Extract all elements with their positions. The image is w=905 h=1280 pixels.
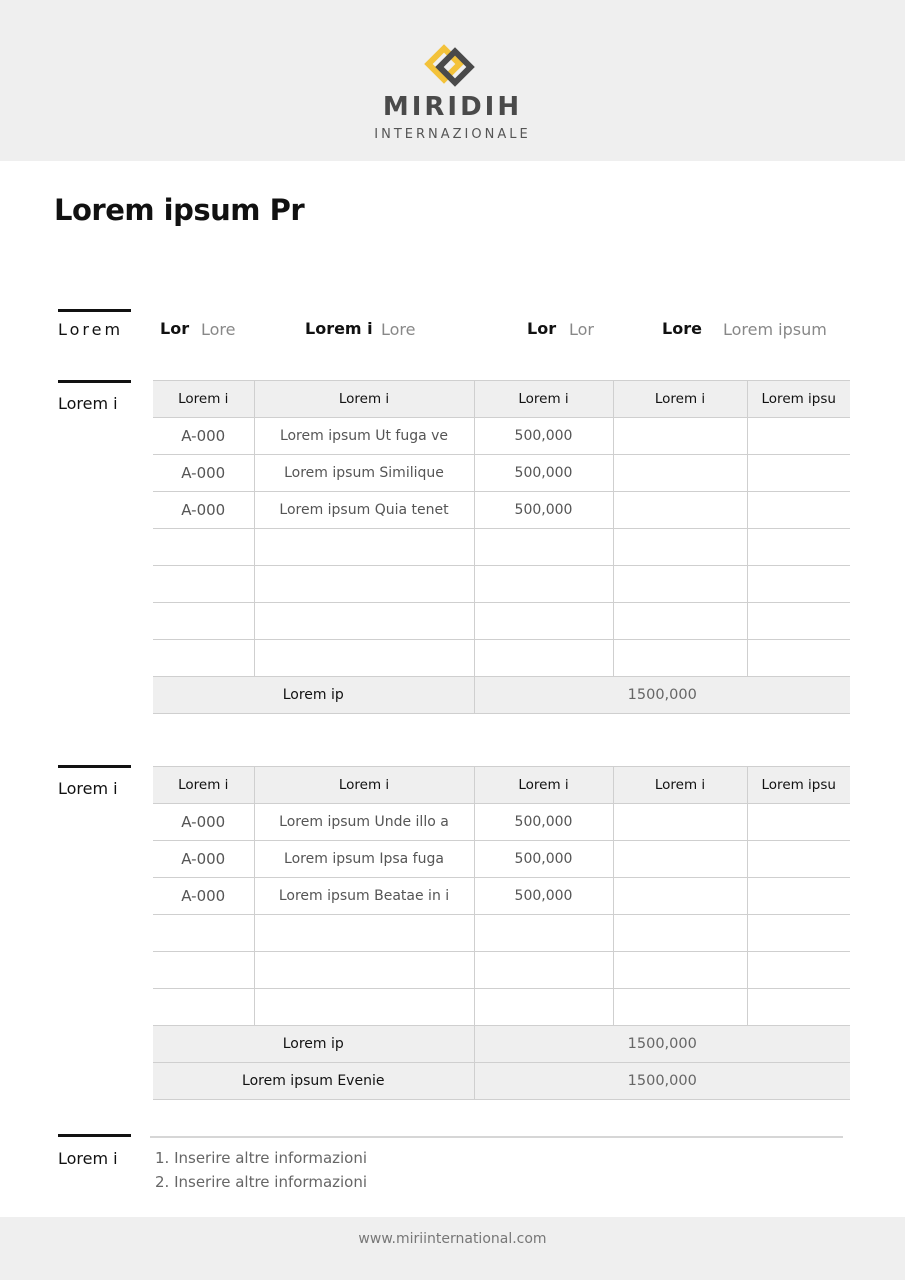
table-row (153, 804, 850, 841)
section-divider (58, 309, 131, 312)
info-field-value: Lore (381, 320, 416, 339)
section-divider (58, 1134, 131, 1137)
table-cell: 500,000 (474, 841, 613, 878)
table-row (153, 878, 850, 915)
table-cell (153, 603, 254, 640)
column-header: Lorem i (153, 381, 254, 418)
table-cell (613, 989, 747, 1026)
table-cell (474, 952, 613, 989)
info-field-value: Lorem ipsum (723, 320, 827, 339)
note-item: 2. Inserire altre informazioni (155, 1173, 368, 1191)
table-cell (613, 804, 747, 841)
table-cell (613, 418, 747, 455)
table-row (153, 455, 850, 492)
table-cell (254, 529, 474, 566)
info-field-label: Lor (527, 319, 557, 338)
note-item: 1. Inserire altre informazioni (155, 1149, 368, 1167)
table-cell (747, 989, 850, 1026)
table-header-row (153, 381, 850, 418)
table-cell: A-000 (153, 418, 254, 455)
table2-section-label: Lorem i (58, 779, 118, 798)
table-cell (254, 952, 474, 989)
table-header-row (153, 767, 850, 804)
table-cell: A-000 (153, 878, 254, 915)
table-cell (254, 989, 474, 1026)
table1-section-label: Lorem i (58, 394, 118, 413)
page-title: Lorem ipsum Pr (54, 193, 305, 227)
column-header: Lorem i (254, 767, 474, 804)
table-cell (254, 566, 474, 603)
table-cell: A-000 (153, 455, 254, 492)
table-cell: A-000 (153, 804, 254, 841)
footer-band (0, 1217, 905, 1280)
table-row (153, 989, 850, 1026)
table-cell (613, 915, 747, 952)
table-cell (153, 566, 254, 603)
table-cell (474, 640, 613, 677)
table-cell (613, 640, 747, 677)
table-cell: A-000 (153, 492, 254, 529)
table-cell: Lorem ipsum Similique (254, 455, 474, 492)
table-cell (747, 804, 850, 841)
table-cell: Lorem ipsum Quia tenet (254, 492, 474, 529)
total-row (153, 677, 850, 714)
table-cell (747, 566, 850, 603)
brand-logo-icon (424, 44, 482, 92)
table-row (153, 529, 850, 566)
table-row (153, 418, 850, 455)
info-field-value: Lore (201, 320, 236, 339)
table-row (153, 640, 850, 677)
table-cell (613, 492, 747, 529)
table-cell (747, 603, 850, 640)
column-header: Lorem i (254, 381, 474, 418)
notes-divider (150, 1136, 843, 1138)
table-cell (153, 640, 254, 677)
table-cell (613, 529, 747, 566)
table-cell (747, 952, 850, 989)
table-cell (613, 603, 747, 640)
table-cell (613, 841, 747, 878)
table-cell (153, 529, 254, 566)
column-header: Lorem i (613, 767, 747, 804)
table-cell: 500,000 (474, 878, 613, 915)
table-cell (613, 952, 747, 989)
table-cell (254, 915, 474, 952)
column-header: Lorem i (153, 767, 254, 804)
table-cell: 500,000 (474, 492, 613, 529)
table-cell (613, 566, 747, 603)
notes-section-label: Lorem i (58, 1149, 118, 1168)
column-header: Lorem i (474, 381, 613, 418)
table-row (153, 841, 850, 878)
total-row (153, 1026, 850, 1063)
brand-name: MIRIDIH (382, 92, 523, 122)
table-cell (153, 952, 254, 989)
total-value: 1500,000 (474, 1063, 850, 1100)
table-cell (747, 492, 850, 529)
section-divider (58, 765, 131, 768)
table-cell (254, 640, 474, 677)
table-cell (747, 418, 850, 455)
table-cell: 500,000 (474, 455, 613, 492)
info-section-label: Lorem (58, 320, 124, 339)
table-cell (474, 566, 613, 603)
column-header: Lorem i (474, 767, 613, 804)
table-cell: Lorem ipsum Beatae in i (254, 878, 474, 915)
total-label: Lorem ip (153, 1026, 474, 1063)
total-value: 1500,000 (474, 1026, 850, 1063)
table-row (153, 603, 850, 640)
table-row (153, 952, 850, 989)
info-field-label: Lorem i (305, 319, 373, 338)
column-header: Lorem i (613, 381, 747, 418)
table-cell: 500,000 (474, 804, 613, 841)
column-header: Lorem ipsu (747, 767, 850, 804)
table-cell (747, 455, 850, 492)
table-cell (474, 603, 613, 640)
table-cell (613, 878, 747, 915)
table-cell (747, 841, 850, 878)
items-table-1 (153, 380, 850, 714)
info-field-label: Lore (662, 319, 702, 338)
table-row (153, 915, 850, 952)
table-cell: 500,000 (474, 418, 613, 455)
total-label: Lorem ipsum Evenie (153, 1063, 474, 1100)
table-row (153, 492, 850, 529)
table-cell (474, 529, 613, 566)
table-cell (474, 915, 613, 952)
column-header: Lorem ipsu (747, 381, 850, 418)
table-row (153, 566, 850, 603)
footer-url: www.miriinternational.com (358, 1231, 547, 1247)
brand-subtitle: INTERNAZIONALE (374, 127, 531, 142)
table-cell (474, 989, 613, 1026)
info-field-label: Lor (160, 319, 190, 338)
table-cell (254, 603, 474, 640)
info-field-value: Lor (569, 320, 594, 339)
table-cell: Lorem ipsum Ipsa fuga (254, 841, 474, 878)
table-cell (153, 989, 254, 1026)
total-row (153, 1063, 850, 1100)
items-table-2 (153, 766, 850, 1100)
table-cell: Lorem ipsum Unde illo a (254, 804, 474, 841)
table-cell: Lorem ipsum Ut fuga ve (254, 418, 474, 455)
total-value: 1500,000 (474, 677, 850, 714)
total-label: Lorem ip (153, 677, 474, 714)
table-cell (613, 455, 747, 492)
table-cell (747, 529, 850, 566)
table-cell (747, 878, 850, 915)
table-cell (747, 915, 850, 952)
section-divider (58, 380, 131, 383)
table-cell: A-000 (153, 841, 254, 878)
table-cell (747, 640, 850, 677)
table-cell (153, 915, 254, 952)
